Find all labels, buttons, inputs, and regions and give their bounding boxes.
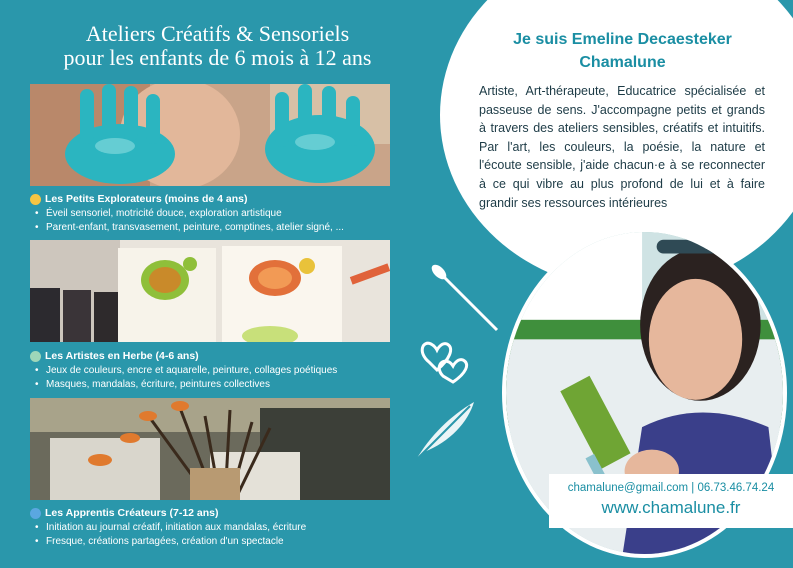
flower-icon [30,351,41,362]
workshop-title: Les Artistes en Herbe (4-6 ans) [45,350,199,362]
contact-email-phone[interactable]: chamalune@gmail.com | 06.73.46.74.24 [567,482,775,494]
flyer-title [20,22,415,70]
workshop-items [30,521,400,549]
spiral-icon [30,508,41,519]
bio-name [470,28,775,74]
workshop-item: • Jeux de couleurs, encre et aquarelle, peinture, collages poétiques [30,364,400,378]
smiling-face-icon [30,194,41,205]
bio-name-line-1: Je suis Emeline Decaesteker [513,31,732,48]
workshop-item: • Initiation au journal créatif, initiation aux mandalas, écriture [30,521,400,535]
workshop-items [30,207,400,235]
title-line-1: Ateliers Créatifs & Sensoriels [85,21,350,46]
paintbrushes-photo [30,398,390,500]
workshop-title: Les Petits Explorateurs (moins de 4 ans) [45,193,248,205]
painted-hands-photo [30,84,390,186]
contact-box [549,474,793,528]
workshop-title-row [30,192,400,206]
workshop-item: • Éveil sensoriel, motricité douce, exploration artistique [30,207,400,221]
bio-text: Artiste, Art-thérapeute, Educatrice spécialisée et passeuse de sens. J'accompagne petits et grands à travers des ateliers sensibles, créatifs et intuitifs. Par l'art, les couleurs, la poésie, la nature et l'écoute sensible, j'aide chacun·e à se reconnecter à ce qui vibre au plus profond de lui et à faire grandir ses ressources intérieures [479,84,765,210]
turtle-paintings-photo [30,240,390,342]
double-heart-icon [415,336,475,388]
website-link[interactable]: www.chamalune.fr [601,498,741,517]
workshop-title-row [30,349,400,363]
workshop-item: • Fresque, créations partagées, création d'un spectacle [30,535,400,549]
workshop-petits-explorateurs [30,192,400,235]
workshop-item: • Masques, mandalas, écriture, peintures collectives [30,378,400,392]
workshop-title: Les Apprentis Créateurs (7-12 ans) [45,507,219,519]
title-line-2: pour les enfants de 6 mois à 12 ans [63,45,372,70]
workshop-apprentis-createurs [30,506,400,549]
feather-icon [410,396,480,466]
paintbrush-icon [425,260,505,340]
bio-name-line-2: Chamalune [579,54,666,71]
workshop-title-row [30,506,400,520]
workshop-items [30,364,400,392]
workshop-item: • Parent-enfant, transvasement, peinture, comptines, atelier signé, ... [30,221,400,235]
workshop-artistes-en-herbe [30,349,400,392]
